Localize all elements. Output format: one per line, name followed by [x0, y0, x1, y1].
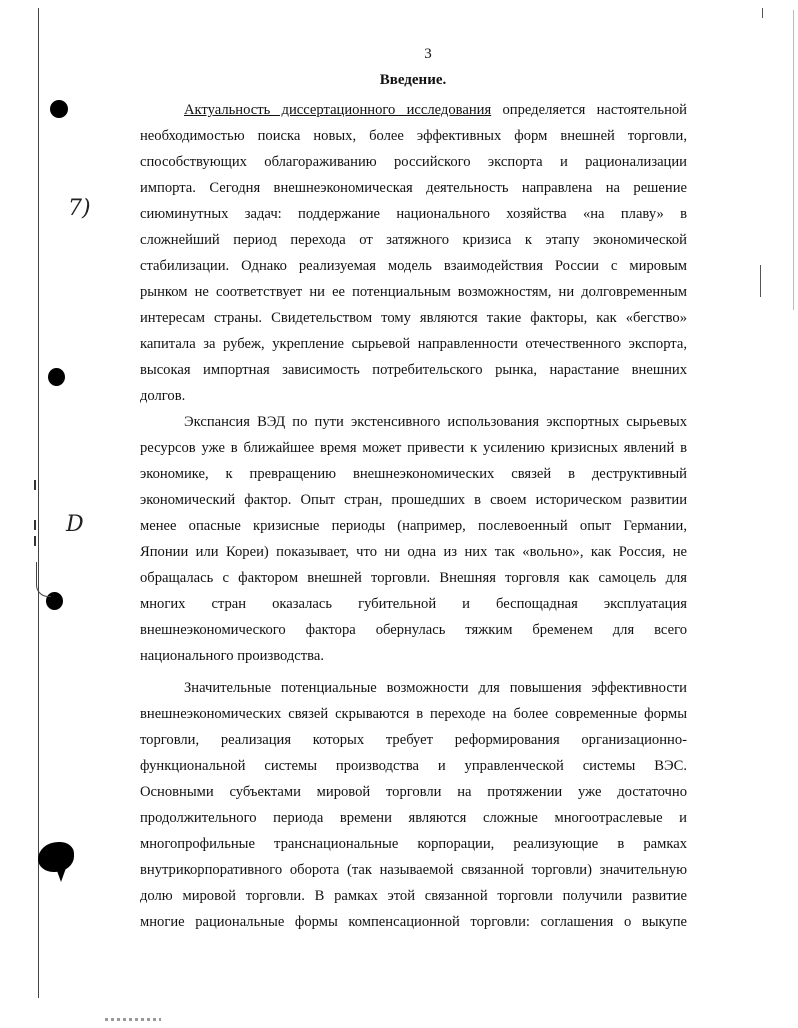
text-line: экономический фактор. Опыт стран, прошедших в своем историческом развитии [140, 492, 687, 508]
margin-dash [34, 520, 36, 530]
text-line: долгов. [140, 388, 186, 404]
margin-dash [34, 480, 36, 490]
text-line: Основными субъектами мировой торговли на протяжении уже достаточно [140, 784, 687, 800]
page-number: 3 [424, 46, 432, 62]
text-line: многие рациональные формы компенсационной торговли: соглашения о выкупе [140, 914, 687, 930]
text-line [140, 97, 687, 123]
text-line: долю мировой торговли. В рамках этой связанной торговли получили развитие [140, 888, 687, 904]
paragraph-2 [140, 409, 687, 669]
text-line: внешнеэкономических связей скрываются в переходе на более современные формы [140, 706, 687, 722]
text-line: внешнеэкономического фактора обернулась тяжким бременем для всего [140, 622, 687, 638]
punch-hole-icon [48, 368, 65, 386]
scan-smudge [105, 1018, 161, 1021]
text-fragment: определяется настоятельной [491, 102, 687, 118]
paragraph-3 [140, 675, 687, 935]
text-line: многопрофильные транснациональные корпорации, реализующие в рамках [140, 836, 687, 852]
punch-hole-tail [56, 868, 66, 882]
text-line: Экспансия ВЭД по пути экстенсивного использования экспортных сырьевых [184, 414, 687, 430]
text-line: ресурсов уже в ближайшее время может привести к усилению кризисных явлений в [140, 440, 687, 456]
text-line: интересам страны. Свидетельством тому являются такие факторы, как «бегство» [140, 310, 687, 326]
punch-hole-icon [50, 100, 68, 118]
text-line: внутрикорпоративного оборота (так называемой связанной торговли) значительную [140, 862, 687, 878]
body-text [140, 97, 687, 935]
text-line: способствующих облагораживанию российского экспорта и рационализации [140, 154, 687, 170]
text-line: менее опасные кризисные периоды (например, послевоенный опыт Германии, [140, 518, 687, 534]
text-line: импорта. Сегодня внешнеэкономическая деятельность направлена на решение [140, 180, 687, 196]
text-line: Значительные потенциальные возможности для повышения эффективности [184, 680, 687, 696]
text-line: стабилизации. Однако реализуемая модель взаимодействия России с мировым [140, 258, 687, 274]
text-line: Японии или Кореи) показывает, что ни одна из них так «вольно», как Россия, не [140, 544, 687, 560]
text-line: сложнейший период перехода от затяжного кризиса к этапу экономической [140, 232, 687, 248]
text-line: многих стран оказалась губительной и беспощадная эксплуатация [140, 596, 687, 612]
scan-edge-line [38, 8, 39, 998]
margin-dash [34, 536, 36, 546]
text-line: необходимостью поиска новых, более эффективных форм внешней торговли, [140, 128, 687, 144]
handwritten-margin-mark: D [66, 512, 84, 537]
paragraph-1 [140, 97, 687, 409]
scan-mark-right [760, 265, 761, 297]
text-line: национального производства. [140, 648, 324, 664]
text-line: капитала за рубеж, укрепление сырьевой направленности отечественного экспорта, [140, 336, 687, 352]
text-line: обращалась с фактором внешней торговли. Внешняя торговля как самоцель для [140, 570, 687, 586]
text-line: сиюминутных задач: поддержание национального хозяйства «на плаву» в [140, 206, 687, 222]
text-line: продолжительного периода времени являются сложные многоотраслевые и [140, 810, 687, 826]
scan-tick [762, 8, 763, 18]
handwritten-margin-mark: 7) [68, 196, 91, 221]
text-line: торговли, реализация которых требует реформирования организационно- [140, 732, 687, 748]
text-line: функциональной системы производства и управленческой системы ВЭС. [140, 758, 687, 774]
underlined-phrase: Актуальность диссертационного исследования [184, 102, 492, 118]
text-line: рынком не соответствует ни ее потенциальным возможностям, ни долговременным [140, 284, 687, 300]
text-line: экономике, к превращению внешнеэкономических связей в деструктивный [140, 466, 687, 482]
page-title: Введение. [379, 72, 447, 88]
margin-stroke [36, 562, 51, 597]
text-line: высокая импортная зависимость потребительского рынка, нарастание внешних [140, 362, 687, 378]
